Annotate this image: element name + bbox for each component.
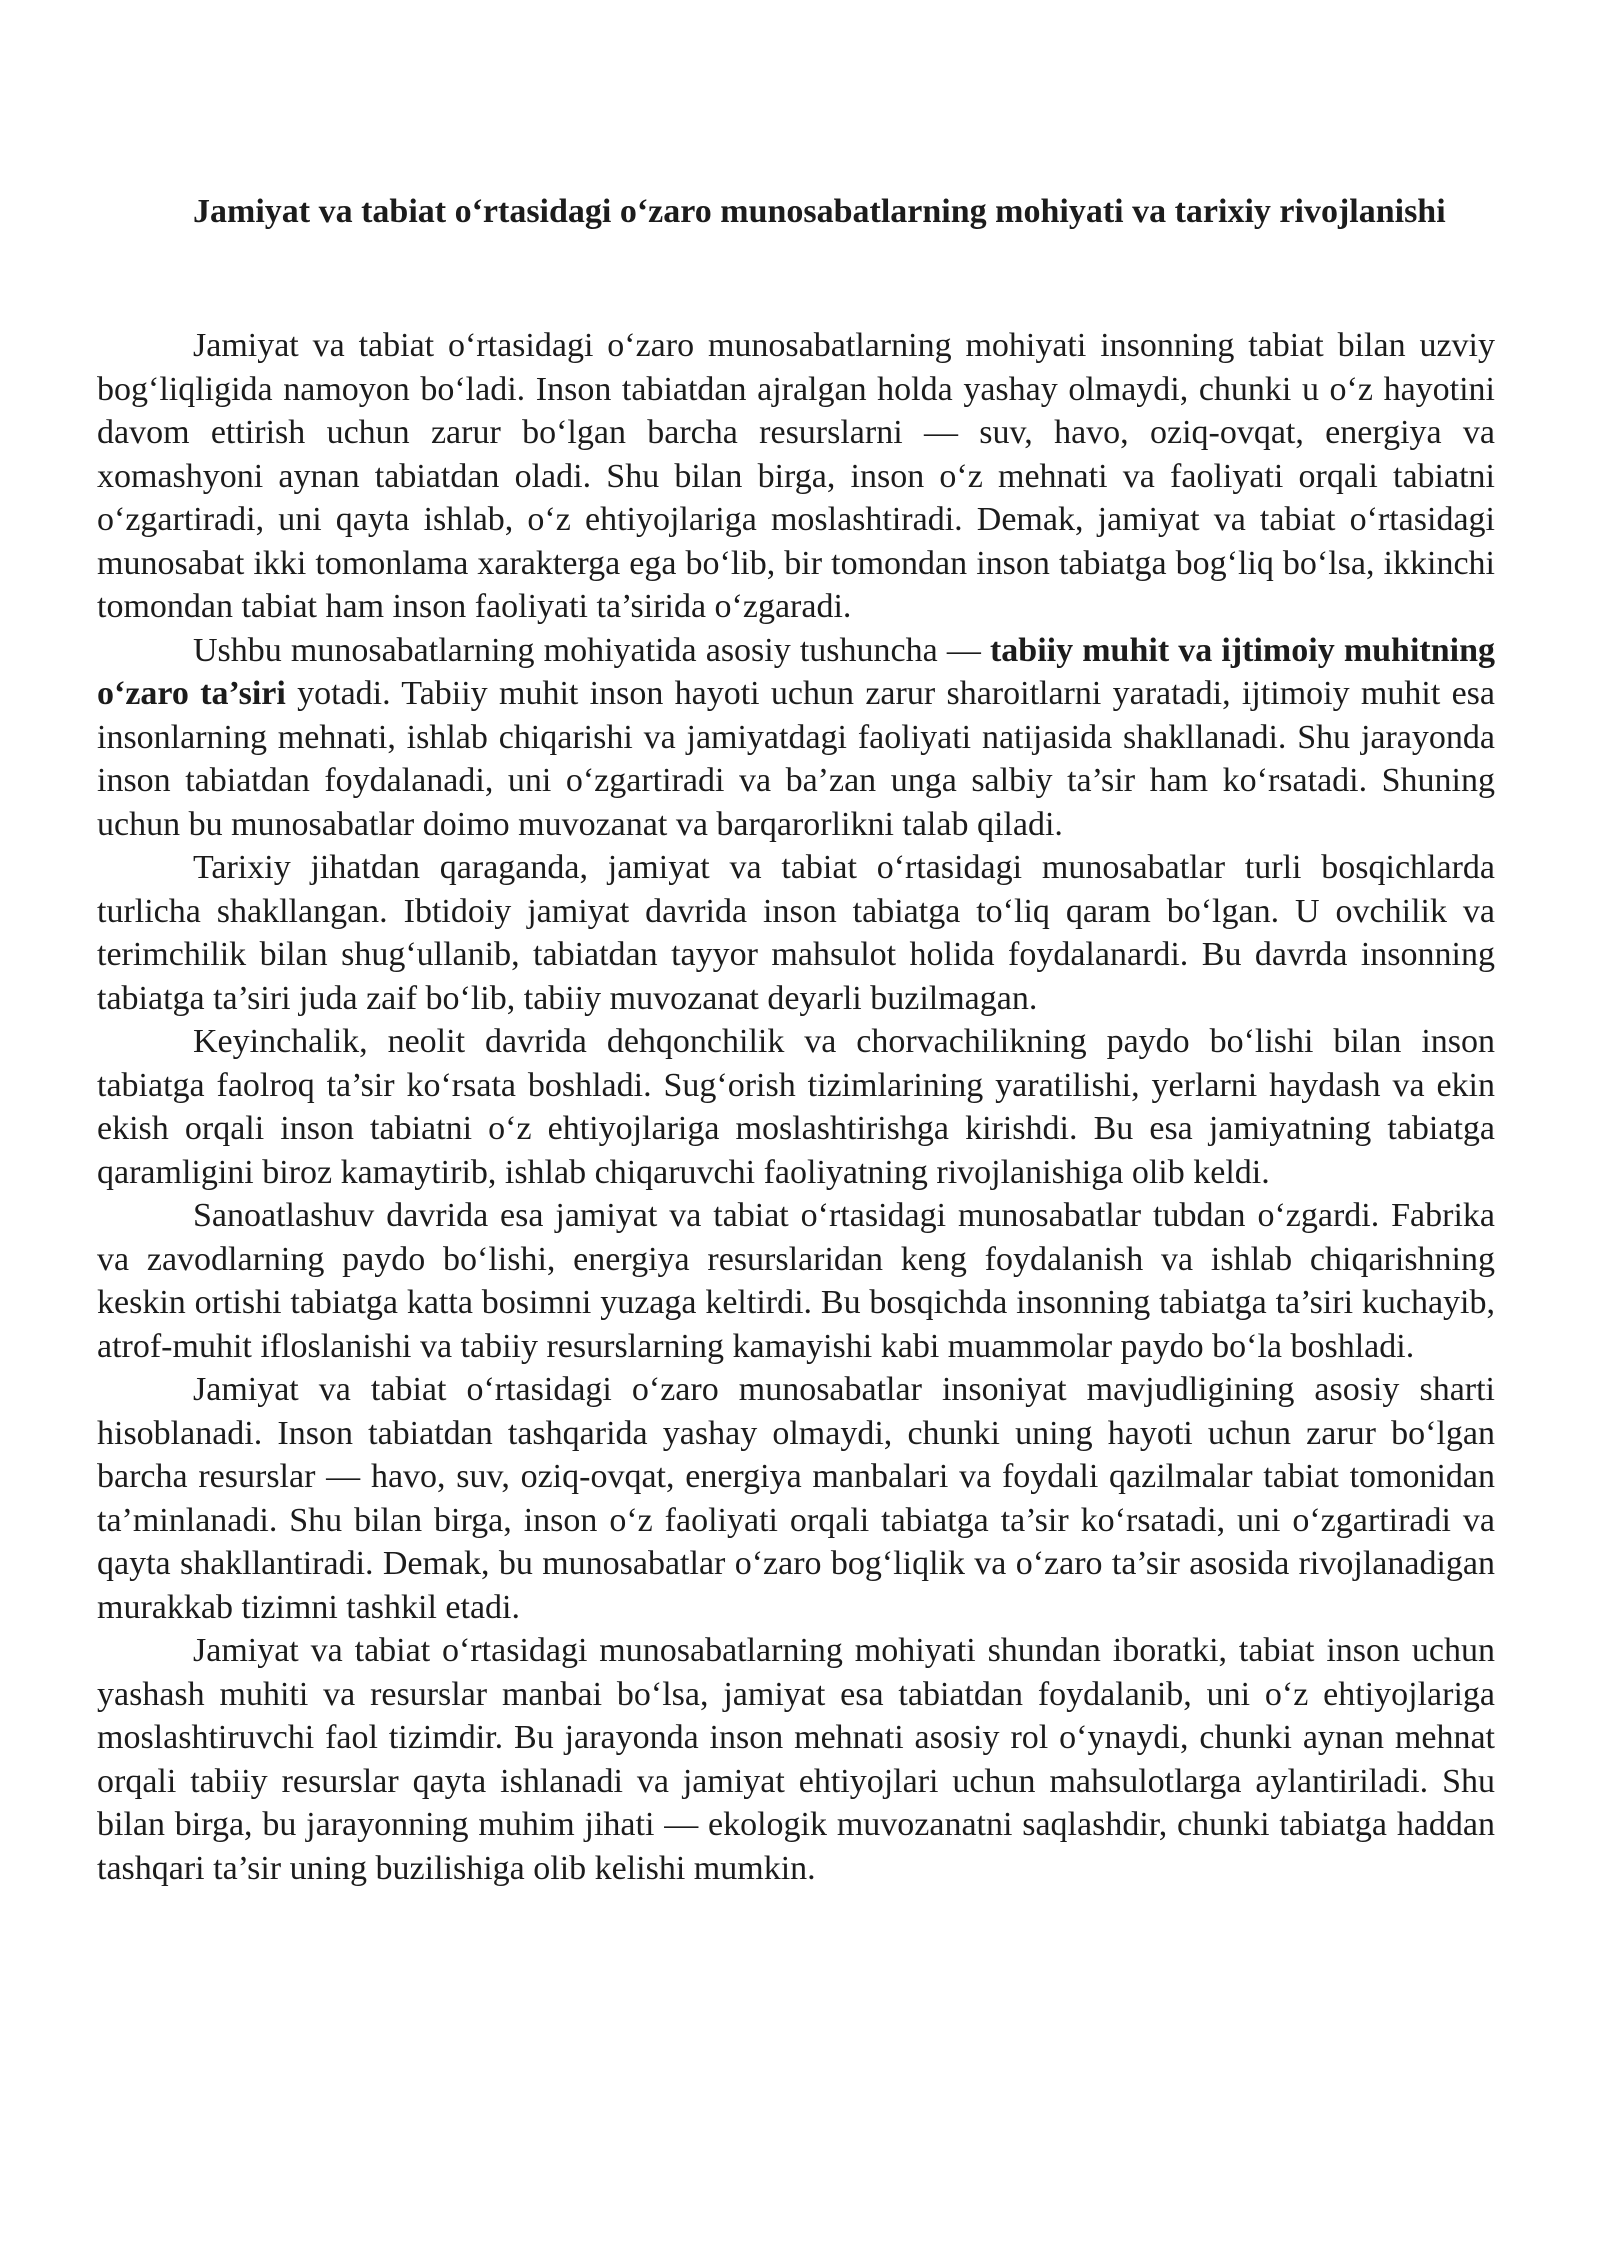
document-body bbox=[97, 324, 1495, 1890]
paragraph-6: Jamiyat va tabiat o‘rtasidagi o‘zaro munosabatlar insoniyat mavjudligining asosiy sharti hisoblanadi. Inson tabiatdan tashqarida yashay olmaydi, chunki uning hayoti uchun zarur bo‘lgan barcha resurslar — havo, suv, oziq-ovqat, energiya manbalari va foydali qazilmalar tabiat tomonidan ta’minlanadi. Shu bilan birga, inson o‘z faoliyati orqali tabiatga ta’sir ko‘rsatadi, uni o‘zgartiradi va qayta shakllantiradi. Demak, bu munosabatlar o‘zaro bog‘liqlik va o‘zaro ta’sir asosida rivojlanadigan murakkab tizimni tashkil etadi. bbox=[97, 1371, 1495, 1626]
paragraph-2-bold-term: tabiiy muhit va ijtimoiy muhitning o‘zaro ta’siri bbox=[97, 631, 1495, 712]
paragraph-1: Jamiyat va tabiat o‘rtasidagi o‘zaro munosabatlarning mohiyati insonning tabiat bilan uzviy bog‘liqligida namoyon bo‘ladi. Inson tabiatdan ajralgan holda yashay olmaydi, chunki u o‘z hayotini davom ettirish uchun zarur bo‘lgan barcha resurslarni — suv, havo, oziq-ovqat, energiya va xomashyoni aynan tabiatdan oladi. Shu bilan birga, inson o‘z mehnati va faoliyati orqali tabiatni o‘zgartiradi, uni qayta ishlab, o‘z ehtiyojlariga moslashtiradi. Demak, jamiyat va tabiat o‘rtasidagi munosabat ikki tomonlama xarakterga ega bo‘lib, bir tomondan inson tabiatga bog‘liq bo‘lsa, ikkinchi tomondan tabiat ham inson faoliyati ta’sirida o‘zgaradi. bbox=[97, 327, 1495, 625]
paragraph-7: Jamiyat va tabiat o‘rtasidagi munosabatlarning mohiyati shundan iboratki, tabiat inson uchun yashash muhiti va resurslar manbai bo‘lsa, jamiyat esa tabiatdan foydalanib, uni o‘z ehtiyojlariga moslashtiruvchi faol tizimdir. Bu jarayonda inson mehnati asosiy rol o‘ynaydi, chunki aynan mehnat orqali tabiiy resurslar qayta ishlanadi va jamiyat ehtiyojlari uchun mahsulotlarga aylantiriladi. Shu bilan birga, bu jarayonning muhim jihati — ekologik muvozanatni saqlashdir, chunki tabiatga haddan tashqari ta’sir uning buzilishiga olib kelishi mumkin. bbox=[97, 1632, 1495, 1887]
paragraph-3: Tarixiy jihatdan qaraganda, jamiyat va tabiat o‘rtasidagi munosabatlar turli bosqichlarda turlicha shakllangan. Ibtidoiy jamiyat davrida inson tabiatga to‘liq qaram bo‘lgan. U ovchilik va terimchilik bilan shug‘ullanib, tabiatdan tayyor mahsulot holida foydalanardi. Bu davrda insonning tabiatga ta’siri juda zaif bo‘lib, tabiiy muvozanat deyarli buzilmagan. bbox=[97, 849, 1495, 1017]
paragraph-2-rest: yotadi. Tabiiy muhit inson hayoti uchun zarur sharoitlarni yaratadi, ijtimoiy muhit esa insonlarning mehnati, ishlab chiqarishi va jamiyatdagi faoliyati natijasida shakllanadi. Shu jarayonda inson tabiatdan foydalanadi, uni o‘zgartiradi va ba’zan unga salbiy ta’sir ham ko‘rsatadi. Shuning uchun bu munosabatlar doimo muvozanat va barqarorlikni talab qiladi. bbox=[97, 675, 1495, 843]
paragraph-4: Keyinchalik, neolit davrida dehqonchilik va chorvachilikning paydo bo‘lishi bilan inson tabiatga faolroq ta’sir ko‘rsata boshladi. Sug‘orish tizimlarining yaratilishi, yerlarni haydash va ekin ekish orqali inson tabiatni o‘z ehtiyojlariga moslashtirishga kirishdi. Bu esa jamiyatning tabiatga qaramligini biroz kamaytirib, ishlab chiqaruvchi faoliyatning rivojlanishiga olib keldi. bbox=[97, 1023, 1495, 1191]
paragraph-2 bbox=[97, 629, 1495, 847]
paragraph-5: Sanoatlashuv davrida esa jamiyat va tabiat o‘rtasidagi munosabatlar tubdan o‘zgardi. Fabrika va zavodlarning paydo bo‘lishi, energiya resurslaridan keng foydalanish va ishlab chiqarishning keskin ortishi tabiatga katta bosimni yuzaga keltirdi. Bu bosqichda insonning tabiatga ta’siri kuchayib, atrof-muhit ifloslanishi va tabiiy resurslarning kamayishi kabi muammolar paydo bo‘la boshladi. bbox=[97, 1197, 1495, 1365]
document-title: Jamiyat va tabiat o‘rtasidagi o‘zaro munosabatlarning mohiyati va tarixiy rivojlanishi bbox=[193, 193, 1446, 230]
paragraph-2-lead: Ushbu munosabatlarning mohiyatida asosiy tushuncha — bbox=[193, 631, 990, 669]
